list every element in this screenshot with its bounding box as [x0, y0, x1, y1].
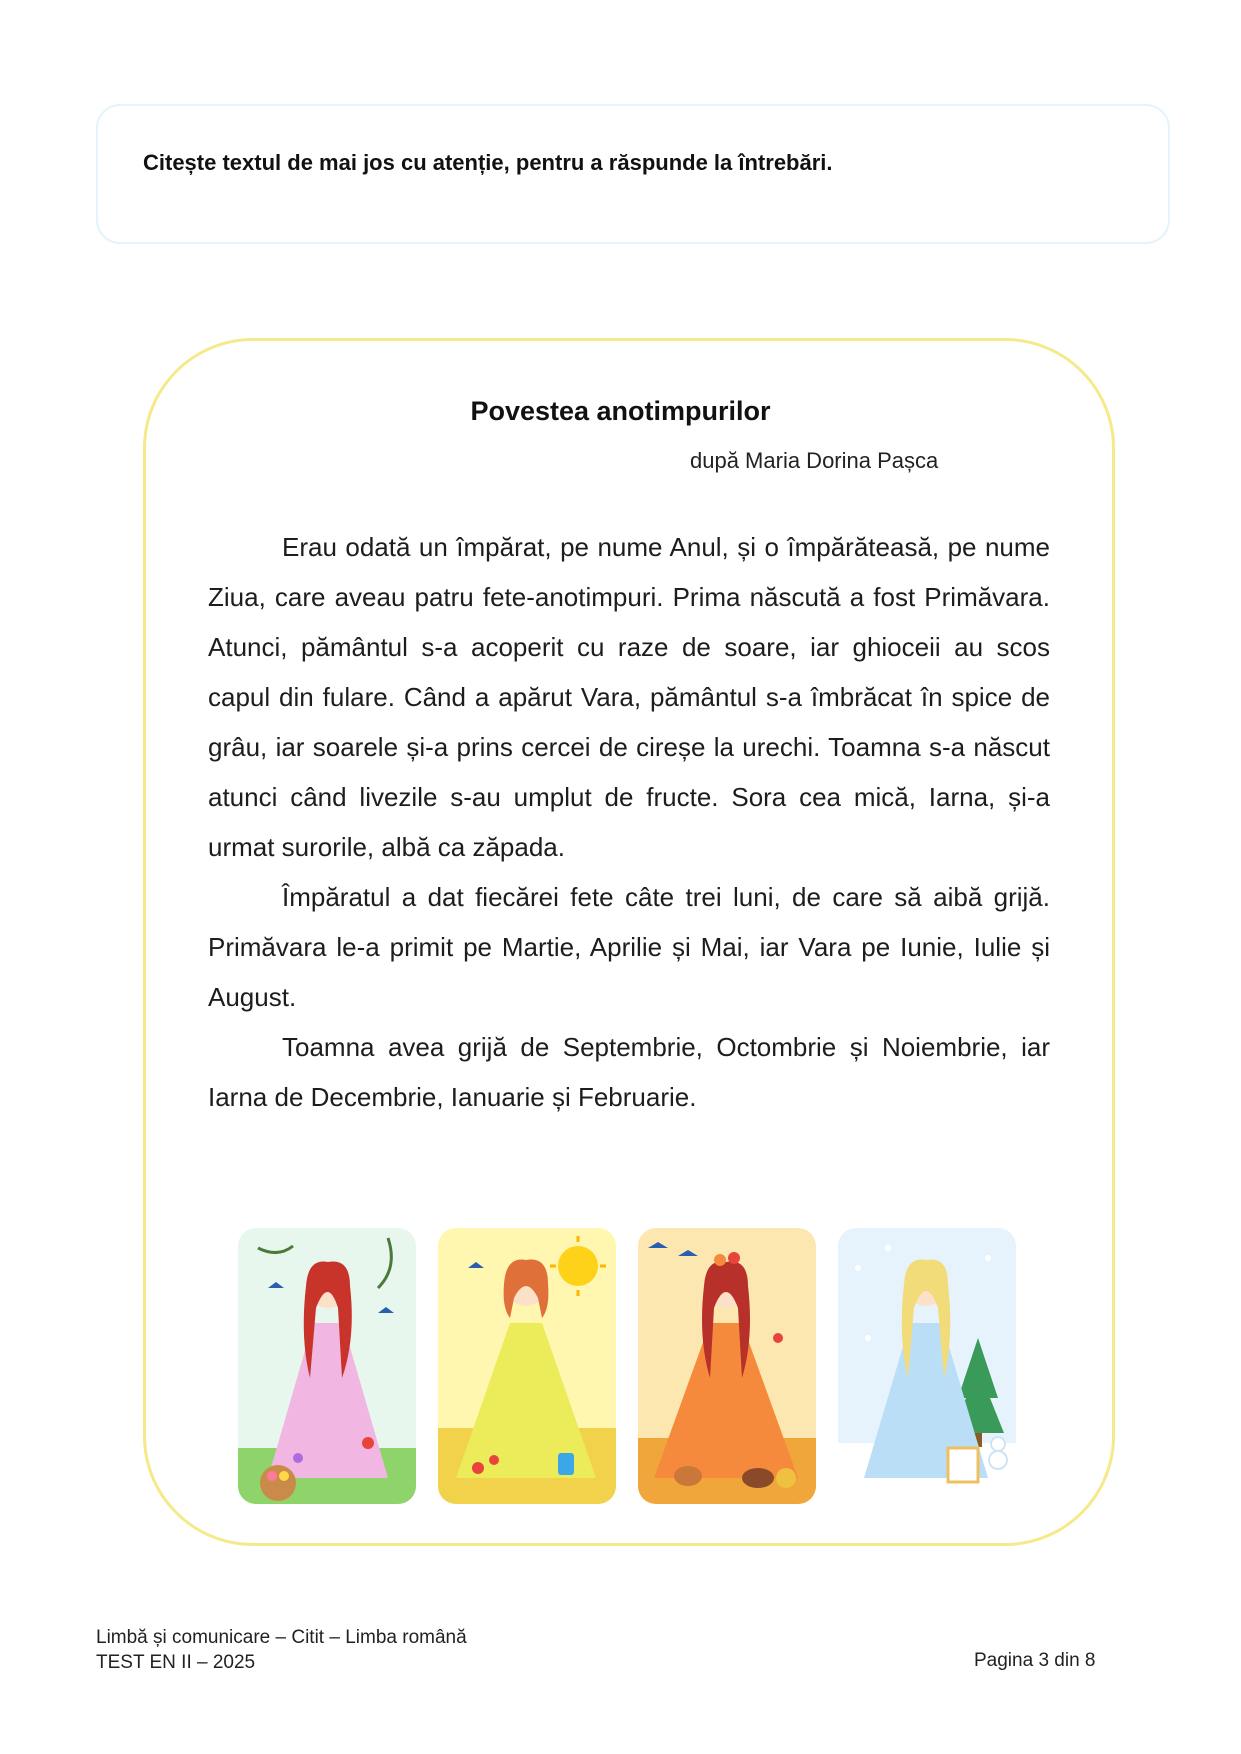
footer-info — [96, 1625, 467, 1675]
footer-test: TEST EN II – 2025 — [96, 1652, 256, 1673]
page-number: Pagina 3 din 8 — [974, 1650, 1096, 1671]
spring-princess-icon — [238, 1228, 416, 1504]
winter-princess-icon — [838, 1228, 1016, 1504]
story-title: Povestea anotimpurilor — [470, 396, 771, 426]
story-paragraph: Erau odată un împărat, pe nume Anul, și o împărăteasă, pe nume Ziua, care aveau patru fete-anotimpuri. Prima născută a fost Primăvara. Atunci, pământul s-a acoperit cu raze de soare, iar ghioceii au scos capul din fulare. Când a apărut Vara, pământul s-a îmbrăcat în spice de grâu, iar soarele și-a prins cercei de cireșe la urechi. Toamna s-a născut atunci când livezile s-au umplut de fructe. Sora cea mică, Iarna, și-a urmat surorile, albă ca zăpada. — [208, 532, 1050, 862]
autumn-princess-icon — [638, 1228, 816, 1504]
story-paragraph: Toamna avea grijă de Septembrie, Octombrie și Noiembrie, iar Iarna de Decembrie, Ianuarie și Februarie. — [208, 1032, 1050, 1112]
summer-princess-icon — [438, 1228, 616, 1504]
story-paragraph: Împăratul a dat fiecărei fete câte trei luni, de care să aibă grijă. Primăvara le-a primit pe Martie, Aprilie și Mai, iar Vara pe Iunie, Iulie și August. — [208, 882, 1050, 1012]
season-illustrations — [238, 1228, 1020, 1504]
summer-illustration — [438, 1228, 616, 1504]
story-body — [208, 522, 1050, 1122]
winter-illustration — [838, 1228, 1016, 1504]
spring-illustration — [238, 1228, 416, 1504]
instruction-text: Citește textul de mai jos cu atenție, pentru a răspunde la întrebări. — [143, 150, 833, 175]
story-author: după Maria Dorina Pașca — [690, 448, 939, 473]
autumn-illustration — [638, 1228, 816, 1504]
footer-subject: Limbă și comunicare – Citit – Limba română — [96, 1627, 467, 1648]
